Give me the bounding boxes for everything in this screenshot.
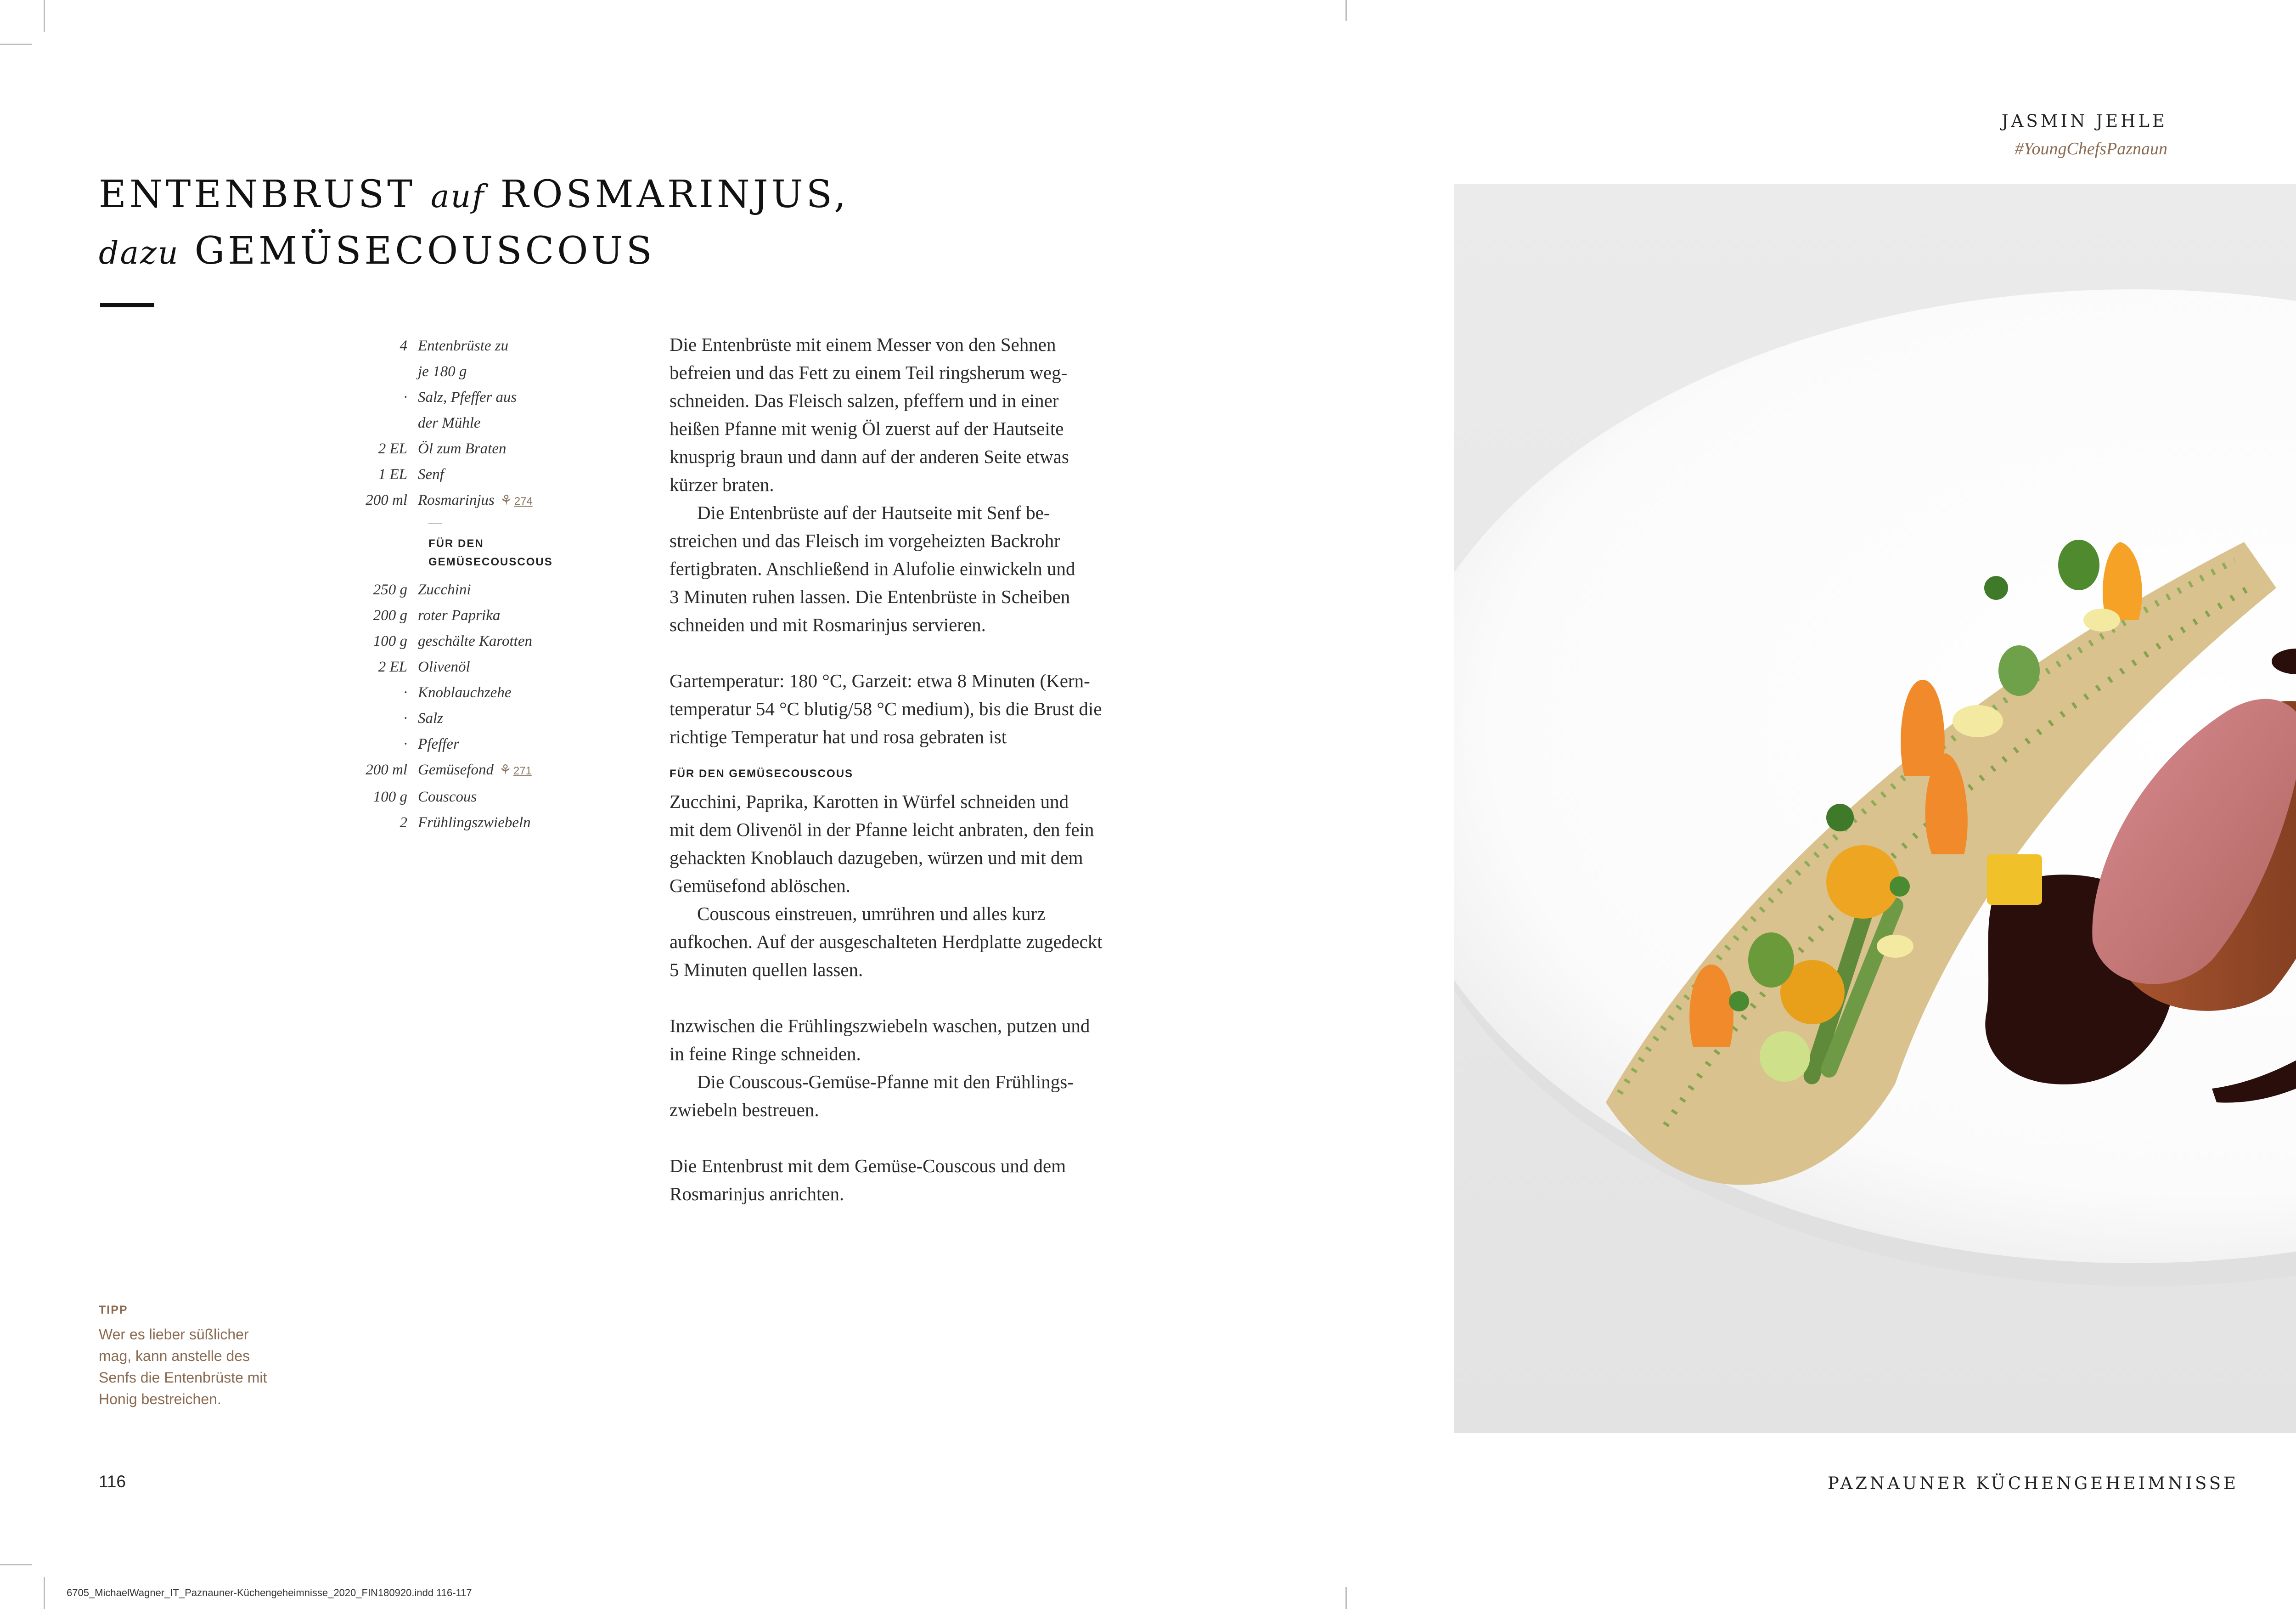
crop-mark <box>1345 1587 1347 1609</box>
slug-left: 6705_MichaelWagner_IT_Paznauner-Küchengeheimnisse_2020_FIN180920.indd 116-117 <box>67 1587 472 1598</box>
ingredient-quantity <box>312 410 418 436</box>
zucchini <box>2058 540 2099 590</box>
ingredient-name: geschälte Karotten <box>418 633 532 649</box>
ingredient-name: roter Paprika <box>418 607 501 624</box>
sub-heading: FÜR DEN GEMÜSECOUSCOUS <box>670 768 854 780</box>
ingredient-name: Salz, Pfeffer aus <box>418 389 517 406</box>
tip-label: TIPP <box>99 1304 128 1316</box>
instructions-paragraph: Die Entenbrüste auf der Hautseite mit Senf be- streichen und das Fleisch im vorgeheizten Backrohr fertigbraten. Anschließend in Alufolie einwickeln und 3 Minuten ruhen lassen. Die Entenbrüste in Scheiben schneiden und mit Rosmarinjus servieren. <box>670 502 1075 635</box>
zucchini <box>1748 932 1794 988</box>
instructions-paragraph: Die Entenbrüste mit einem Messer von den Sehnen befreien und das Fett zu einem Teil ringsherum weg- schneiden. Das Fleisch salzen, pfeffern und in einer heißen Pfanne mit wenig Öl zuerst auf der Hautseite knusprig braun und dann auf der anderen Seite etwas kürzer braten. <box>670 334 1069 495</box>
ingredient-name: Öl zum Braten <box>418 440 506 457</box>
ingredient-quantity: 200 ml <box>366 762 407 778</box>
tip-text: Wer es lieber süßlicher mag, kann anstelle des Senfs die Entenbrüste mit Honig bestreichen. <box>99 1326 267 1407</box>
ingredient-quantity: 2 EL <box>378 440 407 457</box>
ingredient-quantity: · <box>403 710 407 727</box>
ingredient-name: Zucchini <box>418 581 471 598</box>
ingredient-quantity: 100 g <box>373 789 407 805</box>
ingredient-row <box>312 384 606 410</box>
ingredient-row <box>312 462 606 487</box>
ingredient-row <box>312 654 606 680</box>
ingredient-name: Olivenöl <box>418 659 470 675</box>
instructions-paragraph: Die Couscous-Gemüse-Pfanne mit den Frühlings- zwiebeln bestreuen. <box>670 1071 1074 1120</box>
ingredient-row <box>312 333 606 359</box>
ingredient-quantity: 100 g <box>373 633 407 649</box>
ingredient-sub-heading: FÜR DEN GEMÜSECOUSCOUS <box>428 537 553 568</box>
dish-illustration <box>1454 184 2296 1433</box>
instructions-paragraph: Inzwischen die Frühlingszwiebeln waschen, putzen und in feine Ringe schneiden. <box>670 1015 1090 1064</box>
zucchini <box>1998 645 2040 696</box>
title-rule <box>100 303 154 307</box>
ingredient-name: Couscous <box>418 789 477 805</box>
ingredient-name: Frühlingszwiebeln <box>418 814 531 831</box>
page-reference-link[interactable]: ⚘ 274 <box>500 495 533 508</box>
ingredient-quantity: 4 <box>400 338 407 354</box>
ingredient-divider: — <box>428 515 442 530</box>
ingredient-quantity: 2 EL <box>378 659 407 675</box>
page-reference-link[interactable]: ⚘ 271 <box>499 765 532 777</box>
recipe-title <box>99 168 879 281</box>
ingredient-quantity: · <box>403 389 407 406</box>
cooking-temperature-note: Gartemperatur: 180 °C, Garzeit: etwa 8 Minuten (Kern- temperatur 54 °C blutig/58 °C medium), bis die Brust die richtige Temperatur hat und rosa gebraten ist <box>670 670 1102 747</box>
ingredient-name: Senf <box>418 466 444 483</box>
chef-hashtag: #YoungChefsPaznaun <box>2015 139 2167 158</box>
chef-hat-icon: ⚘ <box>499 762 512 778</box>
ingredient-quantity: 2 <box>400 814 407 831</box>
ingredient-row <box>312 628 606 654</box>
ingredient-quantity: 200 g <box>373 607 407 624</box>
crop-mark <box>44 0 45 32</box>
ingredient-row <box>312 487 606 514</box>
ingredient-name: Pfeffer <box>418 736 459 752</box>
chef-hat-icon: ⚘ <box>500 493 512 508</box>
chef-name: JASMIN JEHLE <box>2001 111 2167 131</box>
ingredient-quantity: 1 EL <box>378 466 407 483</box>
ingredient-name: Entenbrüste zu <box>418 338 509 354</box>
crop-mark <box>1345 0 1347 21</box>
ingredient-name: Rosmarinjus ⚘ 274 <box>418 487 606 514</box>
vegetable <box>1987 854 2042 905</box>
crop-mark <box>44 1577 45 1609</box>
title-line-1: ENTENBRUST auf ROSMARINJUS, <box>99 173 850 216</box>
ingredient-name: Knoblauchzehe <box>418 684 512 701</box>
ingredient-row <box>312 436 606 462</box>
recipe-instructions <box>670 331 1152 1208</box>
title-line-2: dazu GEMÜSECOUSCOUS <box>99 229 655 273</box>
ingredient-row <box>312 603 606 628</box>
vegetable <box>1826 845 1900 919</box>
ingredient-row <box>312 757 606 784</box>
ingredient-quantity: 200 ml <box>366 492 407 508</box>
ingredient-quantity <box>312 359 418 384</box>
crop-mark <box>0 44 32 45</box>
ingredient-quantity: · <box>403 684 407 701</box>
ingredient-list <box>312 333 606 836</box>
instructions-paragraph: Zucchini, Paprika, Karotten in Würfel schneiden und mit dem Olivenöl in der Pfanne leicht anbraten, den fein gehackten Knoblauch dazugeben, würzen und mit dem Gemüsefond ablöschen. <box>670 791 1094 896</box>
ingredient-row <box>312 577 606 603</box>
zucchini <box>1760 1031 1810 1082</box>
ingredient-row <box>312 810 606 836</box>
ingredient-quantity: · <box>403 736 407 752</box>
ingredient-row <box>312 731 606 757</box>
ingredient-name: je 180 g <box>418 363 467 380</box>
book-title-footer: PAZNAUNER KÜCHENGEHEIMNISSE <box>1828 1474 2239 1493</box>
instructions-paragraph: Die Entenbrust mit dem Gemüse-Couscous und dem Rosmarinjus anrichten. <box>670 1155 1066 1204</box>
dish-photo <box>1454 184 2296 1433</box>
ingredient-name: der Mühle <box>418 415 481 431</box>
ingredient-row <box>312 680 606 706</box>
ingredient-row <box>312 784 606 810</box>
ingredient-row <box>312 410 606 436</box>
ingredient-name: Salz <box>418 710 444 727</box>
page-number-left: 116 <box>99 1472 126 1491</box>
instructions-paragraph: Couscous einstreuen, umrühren und alles kurz aufkochen. Auf der ausgeschalteten Herdplatte zugedeckt 5 Minuten quellen lassen. <box>670 903 1103 980</box>
crop-mark <box>0 1564 32 1565</box>
ingredient-row <box>312 359 606 384</box>
ingredient-row <box>312 706 606 731</box>
ingredient-quantity: 250 g <box>373 581 407 598</box>
ingredient-name: Gemüsefond ⚘ 271 <box>418 757 606 784</box>
